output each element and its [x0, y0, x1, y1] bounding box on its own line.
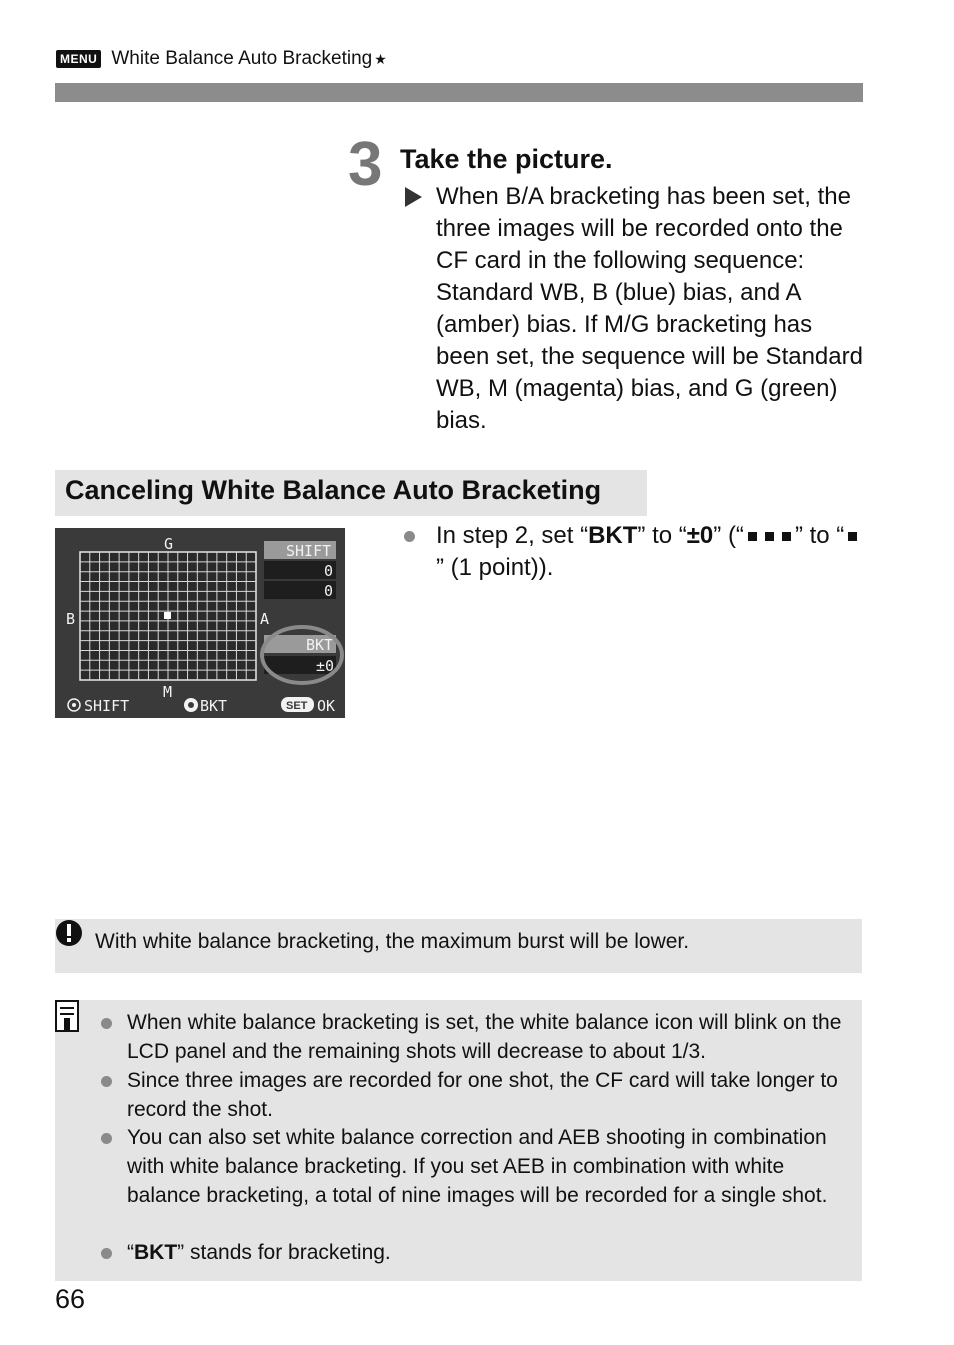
- footer-ok: OK: [317, 697, 336, 715]
- text-segment: ” to “: [637, 522, 687, 549]
- plus-minus-zero: ±0: [686, 522, 714, 549]
- bkt-term: BKT: [134, 1241, 178, 1264]
- shift-value-1: 0: [324, 562, 334, 580]
- section-title: Canceling White Balance Auto Bracketing: [55, 470, 647, 516]
- footer-set: SET: [286, 700, 308, 712]
- result-arrow-icon: [405, 187, 422, 207]
- bullet-icon: [101, 1076, 112, 1087]
- text-segment: ” to “: [794, 522, 845, 549]
- step-title: Take the picture.: [400, 144, 613, 174]
- step-number: 3: [348, 130, 383, 199]
- shift-value-2: 0: [324, 582, 334, 600]
- caution-text: With white balance bracketing, the maximum burst will be lower.: [95, 930, 690, 953]
- footer-bkt: BKT: [200, 697, 228, 715]
- wb-center-marker: [164, 612, 171, 619]
- lcd-screen-svg: [55, 528, 345, 718]
- memo-icon: [55, 1000, 81, 1034]
- page-number: 66: [55, 1284, 86, 1314]
- footer-shift: SHIFT: [84, 697, 130, 715]
- bullet-icon: [101, 1018, 112, 1029]
- advanced-star-icon: ★: [374, 50, 387, 67]
- bullet-icon: [101, 1133, 112, 1144]
- quick-dial-icon: [184, 698, 198, 712]
- bkt-header: BKT: [306, 636, 334, 654]
- notes-box: [55, 1000, 862, 1281]
- text-segment: In step 2, set “: [436, 522, 589, 549]
- bracket-point-icon: [765, 532, 774, 541]
- dial-icon: [68, 699, 80, 711]
- bracket-point-icon: [782, 532, 791, 541]
- note-4: [127, 1238, 852, 1267]
- menu-badge: MENU: [56, 50, 101, 68]
- caution-box: [55, 919, 862, 973]
- axis-label-g: G: [164, 535, 174, 553]
- note-3: You can also set white balance correction and AEB shooting in combination with white balance bracketing. If you set AEB in combination with white balance bracketing, a total of nine images will be recorded for a single shot.: [127, 1126, 828, 1207]
- header-rule: [55, 83, 863, 102]
- shift-header: SHIFT: [286, 542, 332, 560]
- bullet-icon: [404, 531, 415, 542]
- axis-label-b: B: [66, 610, 76, 628]
- header-title: White Balance Auto Bracketing: [111, 48, 373, 69]
- bullet-icon: [101, 1248, 112, 1259]
- text-segment: ” (1 point)).: [436, 554, 554, 581]
- text-segment: ” (“: [713, 522, 744, 549]
- bracket-point-icon: [748, 532, 757, 541]
- lcd-screen-illustration: [55, 528, 345, 718]
- axis-label-m: M: [163, 683, 173, 701]
- bkt-value: ±0: [316, 657, 335, 675]
- page-header: [56, 48, 387, 70]
- caution-icon: [55, 919, 83, 947]
- step-body: When B/A bracketing has been set, the three images will be recorded onto the CF card in the following sequence: Standard WB, B (blue) bias, and A (amber) bias. If M/G bracketing has been set, the sequence will be Standard WB, M (magenta) bias, and G (green) bias.: [436, 183, 863, 434]
- axis-label-a: A: [260, 610, 270, 628]
- bkt-term: BKT: [588, 522, 638, 549]
- cancel-instruction: [436, 520, 866, 584]
- text-segment: ” stands for bracketing.: [177, 1241, 391, 1264]
- text-segment: “: [127, 1241, 134, 1264]
- note-2: Since three images are recorded for one shot, the CF card will take longer to record the shot.: [127, 1069, 838, 1121]
- single-point-icon: [848, 532, 857, 541]
- note-1: When white balance bracketing is set, the white balance icon will blink on the LCD panel and the remaining shots will decrease to about 1/3.: [127, 1011, 842, 1063]
